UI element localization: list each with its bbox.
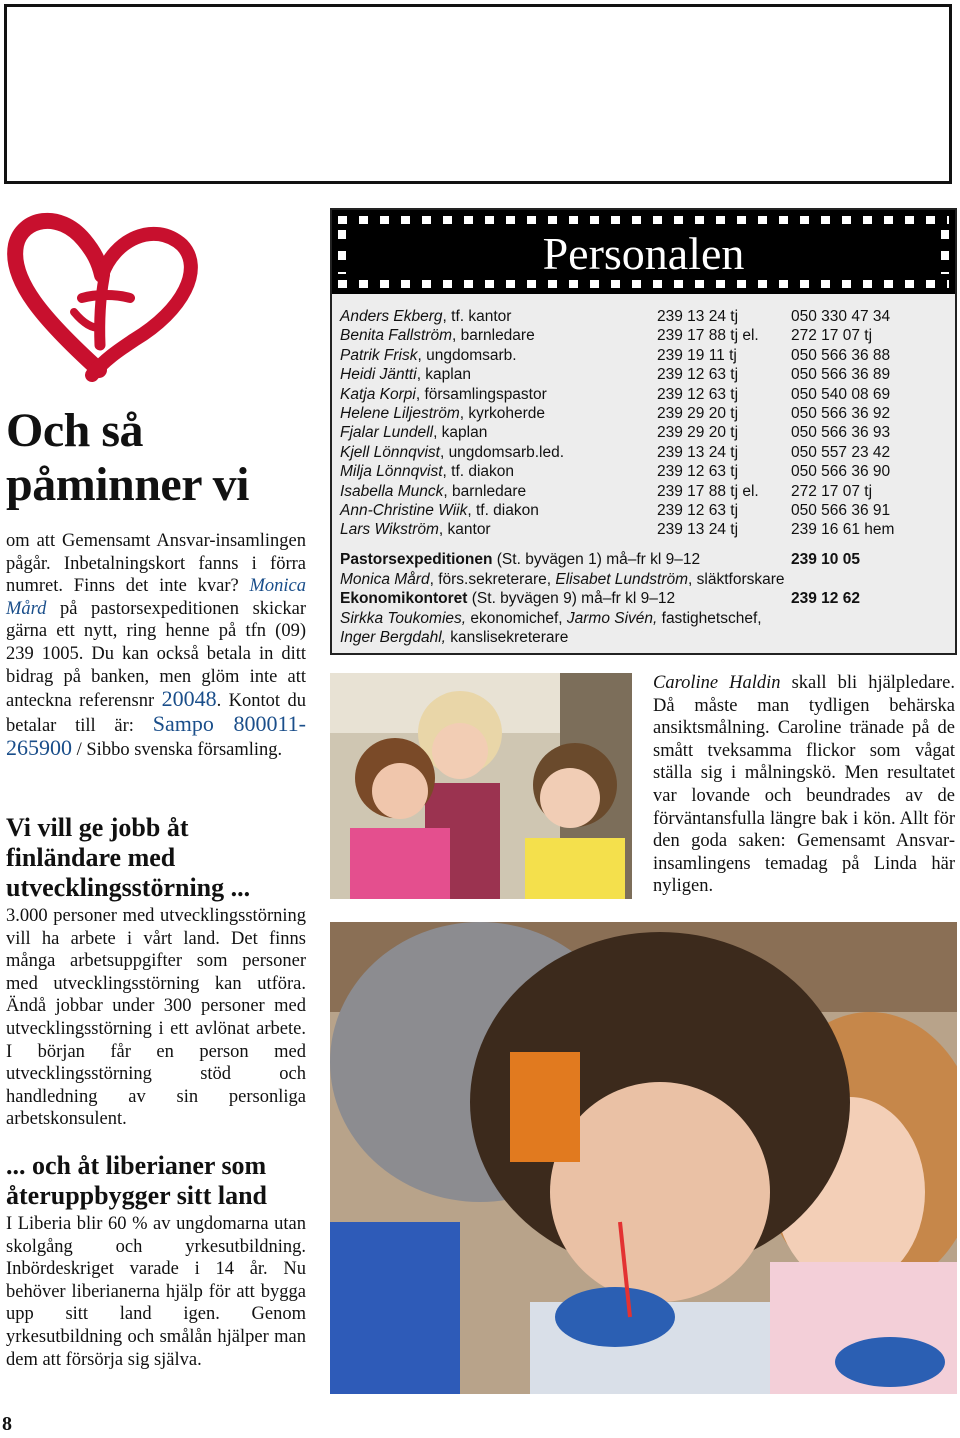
offices-info [340,550,950,648]
office-name: Ekonomikontoret [340,590,468,607]
staff-phone-work: 239 12 63 tj [657,501,739,519]
staff-phone-mobile: 050 566 36 89 [791,366,891,384]
liberia-heading: ... och åt liberianer som återuppbygger sitt land [6,1151,267,1210]
staff-name: Benita Fallström [340,327,452,345]
staff-phone-mobile: 239 16 61 hem [791,521,895,539]
staff-name: Heidi Jäntti [340,366,417,384]
staff-row [340,307,950,326]
office-staff: Inger Bergdahl, kanslisekreterare [340,629,569,646]
jobs-body: 3.000 personer med utvecklingsstörning vill ha arbete i vårt land. Det finns många arbetsuppgifter som personer med utvecklingsstörning kan utföra. Ändå jobbar under 300 personer med utvecklingsstörning i ett avlönat arbete. I början får en person med utvecklingsstörning stöd och handledning av sin personliga arbetskonsulent. [6,906,306,1130]
staff-row [340,501,950,520]
reminder-section [6,404,306,762]
account-number: Sampo 800011-265900 [6,710,306,761]
staff-role: , kaplan [416,366,471,384]
staff-row [340,385,950,404]
staff-row [340,520,950,539]
staff-row [340,482,950,501]
staff-role: , tf. kantor [442,308,512,325]
staff-role: , kyrkoherde [459,404,546,422]
staff-role: , tf. diakon [442,463,515,481]
office-row: Pastorsexpeditionen (St. byvägen 1) må–fr kl 9–12 239 10 05 [340,551,860,568]
staff-phone-work: 239 13 24 tj [657,308,739,325]
staff-role: , ungdomsarb. [417,346,517,364]
staff-phone-work: 239 13 24 tj [657,443,739,461]
staff-phone-work: 239 13 24 tj [657,521,739,539]
staff-role: , tf. diakon [467,501,539,519]
staff-directory-box [330,208,957,655]
staff-phone-work: 239 19 11 tj [657,346,737,364]
staff-row [340,423,950,442]
office-name: Pastorsexpeditionen [340,551,493,568]
staff-name: Kjell Lönnqvist [340,443,440,461]
staff-name: Fjalar Lundell [340,424,434,442]
staff-name: Lars Wikström [340,521,439,539]
staff-name: Helene Liljeström [340,404,460,422]
staff-role: , ungdomsarb.led. [439,443,565,461]
liberia-section [6,1151,306,1371]
staff-phone-mobile: 050 566 36 93 [791,424,891,442]
children-photo [330,673,632,899]
office-staff: Sirkka Toukomies, ekonomichef, Jarmo Sivén, fastighetschef, [340,609,762,627]
staff-row [340,365,950,384]
staff-phone-mobile: 050 557 23 42 [791,443,891,461]
face-painting-photo [330,922,957,1394]
staff-row [340,404,950,423]
heart-cross-logo [4,200,204,390]
staff-row [340,443,950,462]
caption-name: Caroline Haldin [653,673,781,693]
staff-role: , kaplan [433,424,488,442]
staff-list [340,307,950,540]
staff-row [340,462,950,481]
staff-phone-work: 239 29 20 tj [657,404,739,422]
staff-phone-mobile: 050 566 36 91 [791,501,891,519]
jobs-section [6,813,306,1131]
staff-phone-work: 239 29 20 tj [657,424,739,442]
staff-name: Ann-Christine Wiik [340,501,468,519]
staff-name: Patrik Frisk [340,346,418,364]
staff-phone-mobile: 050 566 36 90 [791,463,891,481]
staff-role: , barnledare [443,482,527,500]
staff-name: Milja Lönnqvist [340,463,443,481]
staff-banner [332,210,955,294]
staff-name: Anders Ekberg [340,308,443,325]
staff-phone-work: 239 12 63 tj [657,463,739,481]
staff-phone-mobile: 050 330 47 34 [791,308,891,325]
top-empty-box [4,4,952,184]
office-phone: 239 12 62 [791,590,860,607]
contact-name: Monica Mård [6,576,306,619]
staff-phone-mobile: 272 17 07 tj [791,327,873,345]
banner-dots-top [338,216,949,224]
staff-name: Isabella Munck [340,482,444,500]
jobs-heading: Vi vill ge jobb åt finländare med utvecklingsstörning ... [6,813,251,902]
staff-phone-work: 239 17 88 tj el. [657,327,759,345]
staff-role: , barnledare [451,327,535,345]
office-staff: Monica Mård, förs.sekreterare, Elisabet Lundström, släktforskare [340,570,785,588]
staff-row [340,326,950,345]
staff-row [340,346,950,365]
liberia-body: I Liberia blir 60 % av ungdomarna utan skolgång och yrkesutbildning. Inbördeskriget varade i 14 år. Nu behöver liberianerna hjälp för att bygga upp sitt land igen. Genom yrkesutbildning och smålån hjälper man dem att försörja sig själva. [6,1214,306,1370]
staff-phone-mobile: 050 540 08 69 [791,385,891,403]
reminder-body: om att Gemensamt Ansvar-insamlingen pågår. Inbetalningskort fanns i förra numret. Finns det inte kvar? Monica Mård på pastorsexpeditionen skickar gärna ett nytt, ring henne på tfn (09) 239 1005. Du kan också betala in ditt bidrag på banken, men glöm inte att anteckna referensnr 20048. Kontot du betalar till är: Sampo 800011-265900 / Sibbo svenska församling. [6,531,306,761]
staff-phone-mobile: 050 566 36 88 [791,346,891,364]
reference-number: 20048 [161,686,217,712]
office-phone: 239 10 05 [791,551,860,568]
staff-role: , församlingspastor [415,385,547,403]
staff-phone-work: 239 12 63 tj [657,366,739,384]
staff-phone-mobile: 272 17 07 tj [791,482,873,500]
staff-name: Katja Korpi [340,385,416,403]
staff-phone-work: 239 17 88 tj el. [657,482,759,500]
staff-phone-work: 239 12 63 tj [657,385,739,403]
photo-caption: Caroline Haldin skall bli hjälpledare. Då måste man tydligen behärska ansiktsmålning. Caroline tränade på de smått tveksamma flickor som vågat ställa sig i målningskö. Men resultatet var lovande och beundrades av de förväntansfulla längre bak i kön. Allt för den goda saken: Gemensamt Ansvar-insamlingens temadag på Linda här nyligen. [653,673,955,897]
staff-role: , kantor [438,521,491,539]
reminder-heading: Och så påminner vi [6,404,249,511]
page-number: 8 [2,1413,12,1435]
office-row: Ekonomikontoret (St. byvägen 9) må–fr kl 9–12 239 12 62 [340,590,860,607]
staff-phone-mobile: 050 566 36 92 [791,404,891,422]
staff-title: Personalen [542,228,745,279]
